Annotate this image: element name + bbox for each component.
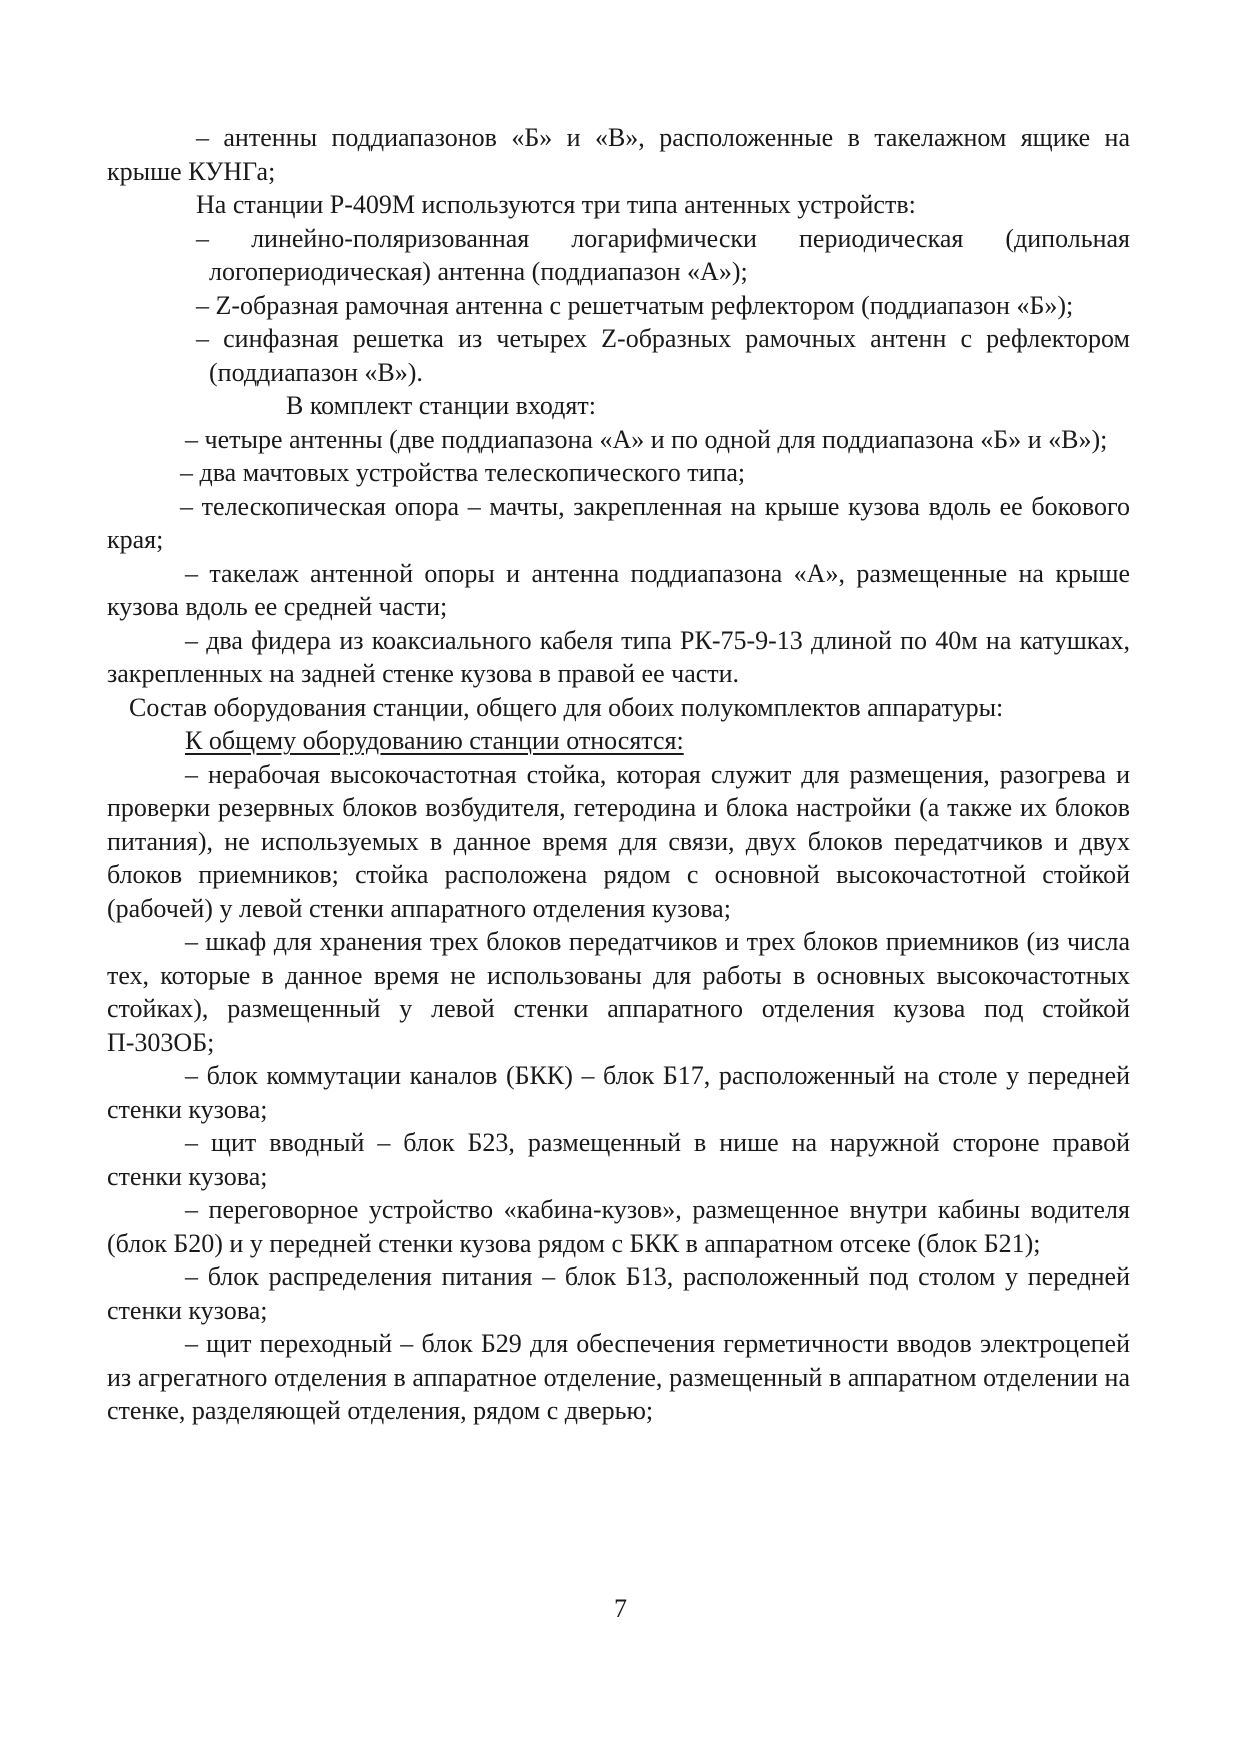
paragraph-mast-devices: – два мачтовых устройства телескопического типа; xyxy=(180,458,746,487)
paragraph-antenna-types-intro: На станции Р-409М используются три типа антенных устройств: xyxy=(196,190,916,219)
paragraph-four-antennas: – четыре антенны (две поддиапазона «А» и по одной для поддиапазона «Б» и «В»); xyxy=(185,424,1108,454)
list-item-z-frame-antenna: – Z-образная рамочная антенна с решетчатым рефлектором (поддиапазон «Б»); xyxy=(196,290,1074,320)
page-body xyxy=(107,121,1130,1428)
paragraph-antennas-b-v: – антенны поддиапазонов «Б» и «В», расположенные в такелажном ящике на крыше КУНГа; xyxy=(107,123,1130,186)
paragraph-power-distribution: – блок распределения питания – блок Б13, расположенный под столом у передней стенки кузова; xyxy=(107,1262,1130,1325)
paragraph-feeders: – два фидера из коаксиального кабеля типа РК-75-9-13 длиной по 40м на катушках, закрепленных на задней стенке кузова в правой ее части. xyxy=(107,625,1130,688)
section-heading-common-equipment xyxy=(107,724,1130,758)
paragraph-spare-hf-rack: – нерабочая высокочастотная стойка, которая служит для размещения, разогрева и проверки резервных блоков возбудителя, гетеродина и блока настройки (а также их блоков питания), не используемых в данное время для связи, двух блоков передатчиков и двух блоков приемников; стойка расположена рядом с основной высокочастотной стойкой (рабочей) у левой стенки аппаратного отделения кузова; xyxy=(107,759,1130,923)
paragraph-telescopic-support: – телескопическая опора – мачты, закрепленная на крыше кузова вдоль ее бокового края; xyxy=(107,491,1130,554)
list-item-log-periodic-antenna: – линейно-поляризованная логарифмически периодическая (дипольная логопериодическая) антенна (поддиапазон «А»); xyxy=(196,223,1130,286)
section-heading-station-kit: В комплект станции входят: xyxy=(286,391,596,420)
underlined-heading-text: К общему оборудованию станции относятся: xyxy=(185,726,684,755)
paragraph-rigging: – такелаж антенной опоры и антенна поддиапазона «А», размещенные на крыше кузова вдоль ее средней части; xyxy=(107,558,1130,621)
list-item-phased-array: – синфазная решетка из четырех Z-образных рамочных антенн с рефлектором (поддиапазон «В»). xyxy=(196,324,1130,387)
paragraph-storage-cabinet: – шкаф для хранения трех блоков передатчиков и трех блоков приемников (из числа тех, которые в данное время не использованы для работы в основных высокочастотных стойках), размещенный у левой стенки аппаратного отделения кузова под стойкой П-303ОБ; xyxy=(107,927,1130,1057)
paragraph-channel-switching-unit: – блок коммутации каналов (БКК) – блок Б17, расположенный на столе у передней стенки кузова; xyxy=(107,1061,1130,1124)
paragraph-intercom: – переговорное устройство «кабина-кузов», размещенное внутри кабины водителя (блок Б20) и у передней стенки кузова рядом с БКК в аппаратном отсеке (блок Б21); xyxy=(107,1195,1130,1258)
paragraph-transition-panel: – щит переходный – блок Б29 для обеспечения герметичности вводов электроцепей из агрегатного отделения в аппаратное отделение, размещенный в аппаратном отделении на стенке, разделяющей отделения, рядом с дверью; xyxy=(107,1329,1130,1425)
paragraph-common-equipment-intro: Состав оборудования станции, общего для обоих полукомплектов аппаратуры: xyxy=(129,692,1004,722)
paragraph-input-panel: – щит вводный – блок Б23, размещенный в нише на наружной стороне правой стенки кузова; xyxy=(107,1128,1130,1191)
page-number: 7 xyxy=(614,1594,627,1623)
